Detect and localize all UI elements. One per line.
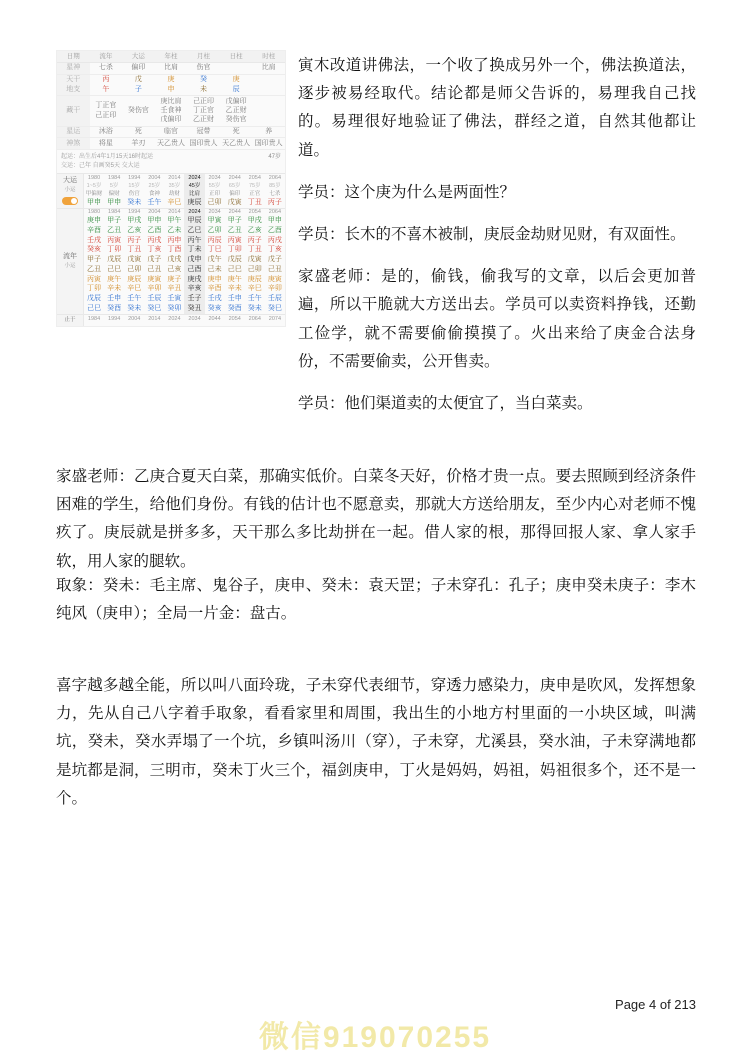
liunian-cell[interactable]: 甲戌 <box>127 217 142 225</box>
paragraph-2: 学员：这个庚为什么是两面性？ <box>298 183 516 201</box>
liunian-cell[interactable]: 丙寅 <box>107 236 122 244</box>
liunian-cell[interactable]: 戊寅 <box>247 256 262 264</box>
col-header-day-pillar: 日柱 <box>220 51 253 63</box>
liunian-cell[interactable]: 丁未 <box>184 246 204 256</box>
liunian-cell[interactable]: 辛未 <box>107 285 122 293</box>
liunian-year-head-cell: 1980 <box>87 209 101 216</box>
liunian-year-head-cell: 1984 <box>108 209 121 216</box>
canggan-item: 戊偏印 <box>225 97 247 105</box>
liunian-cell[interactable]: 甲辰 <box>184 217 204 227</box>
dayun-year-cell-selected[interactable]: 2024 <box>184 174 204 182</box>
liunian-cell[interactable]: 甲戌 <box>247 217 262 225</box>
liunian-cell[interactable]: 庚午 <box>227 275 242 283</box>
dizhi-day: 辰 <box>220 85 253 96</box>
bazi-column-headers <box>57 51 285 63</box>
liunian-row[interactable] <box>84 285 285 295</box>
liunian-cell[interactable]: 癸酉 <box>107 304 122 312</box>
shensha-item: 国印贵人 <box>254 139 283 147</box>
dayun-year-cell[interactable]: 2054 <box>248 174 261 181</box>
liunian-row[interactable] <box>84 275 285 285</box>
liunian-cell[interactable]: 辛卯 <box>267 285 282 293</box>
liunian-cell[interactable]: 丙戌 <box>267 236 282 244</box>
liunian-cell[interactable]: 戊辰 <box>87 295 102 303</box>
liunian-title: 流年 <box>63 252 77 260</box>
dayun-year-cell[interactable]: 1994 <box>128 174 141 181</box>
dayun-ganzhi-cell[interactable]: 丁丑 <box>247 198 262 206</box>
dayun-year-cell[interactable]: 1980 <box>87 174 101 181</box>
liunian-cell[interactable]: 戊申 <box>184 256 204 266</box>
jiaoyun-text: 交运：己年 自画癸5天 交大运 <box>61 163 140 170</box>
shensha-item: 天乙贵人 <box>222 139 251 147</box>
liunian-cell[interactable]: 己卯 <box>247 265 262 273</box>
dayun-year-cell[interactable]: 2014 <box>168 174 181 181</box>
tiangan-day: 庚 <box>232 75 240 83</box>
bazi-main-table <box>57 51 285 149</box>
liunian-cell[interactable]: 丙午 <box>184 236 204 246</box>
row-xingshen <box>57 63 285 74</box>
liunian-cell[interactable]: 甲申 <box>147 217 162 225</box>
liunian-cell[interactable]: 庚午 <box>107 275 122 283</box>
liunian-cell[interactable]: 丁卯 <box>227 246 242 254</box>
paragraph-8: 喜字越多越全能，所以叫八面玲珑，子未穿代表细节，穿透力感染力，庚申是吹风，发挥想象力，先从自己八字着手取象，看看家里和周围，我出生的小地方村里面的一小块区域，叫满坑，癸未，癸水弄塌了一个坑，乡镇叫汤川（穿），子未穿，尤溪县，癸水油，子未穿满地都是坑都是洞，三明市，癸未丁火三个，福剑庚申，丁火是妈妈，妈祖，妈祖很多个，还不是一个。 <box>56 677 696 807</box>
dayun-ganzhi-cell[interactable]: 辛巳 <box>167 198 182 206</box>
liunian-cell[interactable]: 丙寅 <box>87 275 102 283</box>
liunian-cell[interactable]: 壬戌 <box>207 295 222 303</box>
dayun-age-cell: 35岁 <box>168 182 181 189</box>
qiyun-note <box>57 149 285 173</box>
liunian-cell[interactable]: 癸巳 <box>267 304 282 312</box>
dayun-age-cell: 55岁 <box>208 182 221 189</box>
liunian-cell[interactable]: 丙戌 <box>147 236 162 244</box>
canggan-item: 丁正官 <box>95 102 117 110</box>
xingyun-hour: 养 <box>252 126 285 137</box>
dayun-age-cell: 25岁 <box>148 182 161 189</box>
dayun-shishen-cell: 甲偏财 <box>85 190 103 197</box>
liunian-cell[interactable]: 庚辰 <box>247 275 262 283</box>
liunian-footer-section <box>57 314 285 326</box>
canggan-item: 己正印 <box>193 97 215 105</box>
dayun-shishen-cell: 偏财 <box>108 190 120 197</box>
liunian-cell[interactable]: 癸丑 <box>184 304 204 314</box>
dizhi-year: 申 <box>155 85 188 96</box>
body-text-right-column <box>298 52 696 432</box>
liunian-row[interactable] <box>84 265 285 275</box>
footer-year-cell: 2064 <box>248 315 261 322</box>
dayun-year-cell[interactable]: 2004 <box>148 174 161 181</box>
col-header-liunian: 流年 <box>90 51 123 63</box>
liunian-cell[interactable]: 乙丑 <box>87 265 102 273</box>
liunian-cell[interactable]: 壬申 <box>227 295 242 303</box>
canggan-item: 壬食神 <box>160 107 182 115</box>
dayun-ganzhi-cell[interactable]: 壬午 <box>147 198 162 206</box>
liunian-cell[interactable]: 癸卯 <box>167 304 182 312</box>
liunian-cell[interactable]: 癸巳 <box>147 304 162 312</box>
liunian-cell[interactable]: 丁亥 <box>267 246 282 254</box>
dayun-age-cell: 85岁 <box>269 182 281 189</box>
dayun-age-cell: 1~5岁 <box>86 182 102 189</box>
canggan-item: 乙正财 <box>193 116 215 124</box>
dayun-year-cell[interactable]: 2064 <box>268 174 282 181</box>
liunian-cell[interactable]: 丁卯 <box>87 285 102 293</box>
canggan-month <box>187 95 220 126</box>
liunian-cell[interactable]: 丙寅 <box>227 236 242 244</box>
liunian-cell[interactable]: 丙子 <box>127 236 142 244</box>
liunian-cell[interactable]: 丁巳 <box>207 246 222 254</box>
liunian-cell[interactable]: 壬辰 <box>267 295 282 303</box>
shensha-month <box>187 137 220 149</box>
liunian-cell[interactable]: 己巳 <box>87 304 102 312</box>
xingyun-dayun: 死 <box>122 126 155 137</box>
dayun-shishen-cell: 食神 <box>148 190 160 197</box>
liunian-cell[interactable]: 戊戌 <box>167 256 182 264</box>
xingyun-year: 临官 <box>155 126 188 137</box>
liunian-year-head-cell: 2014 <box>168 209 181 216</box>
dayun-shishen-cell: 伤官 <box>128 190 140 197</box>
liunian-cell[interactable]: 己丑 <box>147 265 162 273</box>
dayun-shishen-cell: 正官 <box>249 190 261 197</box>
liunian-row[interactable] <box>84 256 285 266</box>
liunian-cell[interactable]: 壬辰 <box>147 295 162 303</box>
liunian-cell[interactable]: 庚寅 <box>147 275 162 283</box>
liunian-cell[interactable]: 庚申 <box>87 217 102 225</box>
bazi-chart-panel <box>56 50 286 327</box>
age-badge: 47岁 <box>268 154 281 161</box>
dayun-xiaoyun-label: 小运 <box>64 187 76 194</box>
shensha-liunian <box>90 137 123 149</box>
watermark: 微信919070255 <box>258 1021 492 1054</box>
liunian-year-head-cell: 2004 <box>148 209 161 216</box>
liunian-cell[interactable]: 辛巳 <box>127 285 142 293</box>
liunian-cell[interactable]: 乙丑 <box>107 226 122 234</box>
dayun-ganzhi-cell[interactable]: 己卯 <box>207 198 222 206</box>
liunian-cell[interactable]: 癸酉 <box>227 304 242 312</box>
liunian-year-head-cell: 2064 <box>268 209 282 216</box>
liunian-grid[interactable] <box>84 209 285 314</box>
liunian-cell[interactable]: 乙未 <box>167 226 182 234</box>
liunian-cell[interactable]: 癸亥 <box>87 246 102 254</box>
shensha-item: 将星 <box>98 139 113 147</box>
body-text-quxiang <box>56 572 696 642</box>
shensha-item: 羊刃 <box>131 139 146 147</box>
dayun-shishen-cell: 偏印 <box>229 190 241 197</box>
paragraph-4: 家盛老师：是的，偷钱，偷我写的文章，以后会更加普遍，所以干脆就大方送出去。学员可以卖资料挣钱，还勤工俭学，就不需要偷偷摸摸了。火出来给了庚金合法身份，不需要偷卖，公开售卖。 <box>298 268 696 370</box>
paragraph-3: 学员：长木的不喜木被制，庚辰金劫财见财，有双面性。 <box>298 226 686 244</box>
tiangan-year: 庚 <box>167 75 175 83</box>
canggan-item: 庚比肩 <box>160 97 182 105</box>
liunian-cell[interactable]: 庚辰 <box>127 275 142 283</box>
canggan-liunian <box>90 95 123 126</box>
dayun-year-cell[interactable]: 1984 <box>108 174 121 181</box>
row-shensha <box>57 137 285 149</box>
canggan-item: 戊偏印 <box>160 116 182 124</box>
row-label-tiangan: 天干 <box>57 74 90 85</box>
liunian-cell[interactable]: 辛卯 <box>147 285 162 293</box>
liunian-cell[interactable]: 己卯 <box>127 265 142 273</box>
liunian-cell[interactable]: 辛酉 <box>207 285 222 293</box>
liunian-cell[interactable]: 乙巳 <box>184 226 204 236</box>
liunian-cell[interactable]: 壬寅 <box>167 295 182 303</box>
dizhi-month: 未 <box>187 85 220 96</box>
footer-year-cell: 2034 <box>188 315 201 322</box>
paragraph-7: 取象：癸未：毛主席、鬼谷子，庚申、癸未：袁天罡；子未穿孔：孔子；庚申癸未庚子：李木纯风（庚申）；全局一片金：盘古。 <box>56 577 696 623</box>
tiangan-liunian: 丙 <box>102 75 110 83</box>
dayun-ganzhi-cell-selected[interactable]: 庚辰 <box>184 198 204 208</box>
liunian-cell[interactable]: 壬午 <box>247 295 262 303</box>
liunian-cell[interactable]: 丁丑 <box>247 246 262 254</box>
xingyun-day: 死 <box>220 126 253 137</box>
dayun-age-cell-selected: 45岁 <box>184 182 204 190</box>
dayun-ganzhi-cell[interactable]: 甲申 <box>107 198 122 206</box>
liunian-cell[interactable]: 乙亥 <box>247 226 262 234</box>
liunian-section <box>57 208 285 314</box>
dayun-section <box>57 173 285 207</box>
liunian-cell[interactable]: 己未 <box>207 265 222 273</box>
dayun-title: 大运 <box>63 177 77 185</box>
canggan-hour <box>252 95 285 126</box>
liunian-cell[interactable]: 己酉 <box>184 265 204 275</box>
footer-year-cell: 2044 <box>208 315 221 322</box>
qiyun-text: 起运：出生后4年1月15天16时起运 <box>61 154 154 161</box>
xingshen-hour: 比肩 <box>252 63 285 74</box>
canggan-item: 乙正财 <box>225 107 247 115</box>
paragraph-6: 家盛老师：乙庚合夏天白菜，那确实低价。白菜冬天好，价格才贵一点。要去照顾到经济条件困难的学生，给他们身份。有钱的估计也不愿意卖，那就大方送给朋友，至少内心对老师不愧疚了。庚辰就是拼多多，天干那么多比劫拼在一起。借人家的根，那得回报人家、拿人家手软，用人家的腿软。 <box>56 468 696 570</box>
liunian-cell[interactable]: 丁卯 <box>107 246 122 254</box>
xingshen-dayun: 偏印 <box>122 63 155 74</box>
dayun-age-cell: 5岁 <box>109 182 119 189</box>
liunian-cell[interactable]: 丁酉 <box>167 246 182 254</box>
xingshen-liunian: 七杀 <box>90 63 123 74</box>
liunian-cell[interactable]: 甲子 <box>107 217 122 225</box>
liunian-cell[interactable]: 庚戌 <box>184 275 204 285</box>
shensha-item: 天乙贵人 <box>156 139 185 147</box>
shensha-item: 国印贵人 <box>189 139 218 147</box>
dizhi-hour <box>252 85 285 96</box>
page-number: Page 4 of 213 <box>615 997 696 1012</box>
liunian-cell[interactable]: 乙丑 <box>227 226 242 234</box>
liunian-row[interactable] <box>84 217 285 227</box>
dayun-ganzhi-cell[interactable]: 戊寅 <box>227 198 242 206</box>
liunian-xiaoyun-label: 小运 <box>64 263 76 270</box>
liunian-year-header <box>84 209 285 217</box>
xingshen-day <box>220 63 253 74</box>
col-header-month-pillar: 月柱 <box>187 51 220 63</box>
footer-side-label: 止于 <box>57 315 84 326</box>
liunian-cell[interactable]: 庚寅 <box>267 275 282 283</box>
liunian-cell[interactable]: 戊子 <box>267 256 282 264</box>
liunian-cell[interactable]: 戊辰 <box>227 256 242 264</box>
footer-year-cell: 2054 <box>228 315 241 322</box>
dayun-year-cell[interactable]: 2044 <box>228 174 241 181</box>
liunian-cell[interactable]: 辛未 <box>227 285 242 293</box>
paragraph-5: 学员：他们渠道卖的太便宜了，当白菜卖。 <box>298 395 593 413</box>
liunian-year-head-cell: 2034 <box>208 209 221 216</box>
canggan-day <box>220 95 253 126</box>
liunian-cell[interactable]: 乙亥 <box>127 226 142 234</box>
row-dizhi <box>57 85 285 96</box>
liunian-cell[interactable]: 甲子 <box>87 256 102 264</box>
liunian-cell[interactable]: 辛丑 <box>167 285 182 293</box>
liunian-cell[interactable]: 庚子 <box>167 275 182 283</box>
liunian-cell[interactable]: 丙辰 <box>207 236 222 244</box>
dayun-shishen-cell: 劫财 <box>168 190 180 197</box>
shensha-year <box>155 137 188 149</box>
footer-year-cell: 2014 <box>148 315 161 322</box>
liunian-cell[interactable]: 甲寅 <box>207 217 222 225</box>
liunian-cell[interactable]: 己巳 <box>227 265 242 273</box>
liunian-cell[interactable]: 戊午 <box>207 256 222 264</box>
liunian-cell[interactable]: 丙申 <box>167 236 182 244</box>
col-header-dayun: 大运 <box>122 51 155 63</box>
xingyun-liunian: 沐浴 <box>90 126 123 137</box>
row-tiangan <box>57 74 285 85</box>
tiangan-month: 癸 <box>200 75 208 83</box>
liunian-year-head-cell-selected: 2024 <box>184 209 204 217</box>
dayun-shishen-row <box>84 190 285 198</box>
liunian-cell[interactable]: 己巳 <box>107 265 122 273</box>
canggan-dayun <box>122 95 155 126</box>
body-text-wrapped <box>56 463 696 590</box>
liunian-cell[interactable]: 甲午 <box>167 217 182 225</box>
canggan-year <box>155 95 188 126</box>
liunian-cell[interactable]: 乙卯 <box>207 226 222 234</box>
footer-year-cell: 2004 <box>128 315 141 322</box>
xingshen-month: 伤官 <box>187 63 220 74</box>
xingshen-year: 比肩 <box>155 63 188 74</box>
footer-year-cell: 1984 <box>87 315 101 322</box>
canggan-item: 丁正官 <box>193 107 215 115</box>
dayun-toggle[interactable] <box>62 197 78 205</box>
liunian-cell[interactable]: 辛亥 <box>184 285 204 295</box>
liunian-cell[interactable]: 壬子 <box>184 295 204 305</box>
dayun-shishen-cell: 七杀 <box>269 190 281 197</box>
dayun-ganzhi-row <box>84 198 285 208</box>
tiangan-hour <box>252 74 285 85</box>
footer-year-cell: 1994 <box>108 315 121 322</box>
liunian-row[interactable] <box>84 304 285 314</box>
dayun-grid[interactable] <box>84 174 285 207</box>
liunian-cell[interactable]: 戊辰 <box>107 256 122 264</box>
liunian-row[interactable] <box>84 226 285 236</box>
liunian-cell[interactable]: 癸未 <box>247 304 262 312</box>
liunian-footer-grid <box>84 315 285 326</box>
col-header-date: 日期 <box>57 51 90 63</box>
dayun-age-cell: 15岁 <box>128 182 141 189</box>
liunian-cell[interactable]: 乙酉 <box>147 226 162 234</box>
dayun-ganzhi-cell[interactable]: 甲申 <box>87 198 102 206</box>
shensha-day <box>220 137 253 149</box>
dayun-ganzhi-cell[interactable]: 癸未 <box>127 198 142 206</box>
row-canggan <box>57 95 285 126</box>
paragraph-1: 寅木改道讲佛法，一个收了换成另外一个，佛法换道法，逐步被易经取代。结论都是师父告诉的，易理我自己找的。易理很好地验证了佛法，群经之道，自然其他都让道。 <box>298 57 696 159</box>
liunian-cell[interactable]: 戊子 <box>147 256 162 264</box>
liunian-row[interactable] <box>84 236 285 246</box>
dayun-side-label <box>57 174 84 207</box>
liunian-cell[interactable]: 癸亥 <box>207 304 222 312</box>
liunian-cell[interactable]: 甲子 <box>227 217 242 225</box>
liunian-cell[interactable]: 丁丑 <box>127 246 142 254</box>
canggan-item: 癸伤官 <box>225 116 247 124</box>
liunian-cell[interactable]: 庚申 <box>207 275 222 283</box>
liunian-cell[interactable]: 戊寅 <box>127 256 142 264</box>
dayun-age-row <box>84 182 285 190</box>
dayun-age-cell: 75岁 <box>248 182 261 189</box>
liunian-cell[interactable]: 壬午 <box>127 295 142 303</box>
canggan-item: 己正印 <box>95 111 117 119</box>
liunian-row[interactable] <box>84 295 285 305</box>
xingyun-month: 冠带 <box>187 126 220 137</box>
shensha-dayun <box>122 137 155 149</box>
body-text-last <box>56 672 696 827</box>
liunian-year-head-cell: 2044 <box>228 209 241 216</box>
dizhi-liunian: 午 <box>90 85 123 96</box>
dizhi-dayun: 子 <box>122 85 155 96</box>
liunian-footer-years <box>84 315 285 323</box>
liunian-cell[interactable]: 己丑 <box>267 265 282 273</box>
liunian-year-head-cell: 1994 <box>128 209 141 216</box>
liunian-cell[interactable]: 乙酉 <box>267 226 282 234</box>
footer-year-cell: 2074 <box>268 315 282 322</box>
shensha-hour <box>252 137 285 149</box>
liunian-cell[interactable]: 丙子 <box>247 236 262 244</box>
liunian-year-head-cell: 2054 <box>248 209 261 216</box>
liunian-cell[interactable]: 癸未 <box>127 304 142 312</box>
dayun-ganzhi-cell[interactable]: 丙子 <box>267 198 282 206</box>
dayun-year-row <box>84 174 285 182</box>
row-label-dizhi: 地支 <box>57 85 90 96</box>
dayun-year-cell[interactable]: 2034 <box>208 174 221 181</box>
liunian-cell[interactable]: 甲申 <box>267 217 282 225</box>
row-xingyun <box>57 126 285 137</box>
liunian-cell[interactable]: 己亥 <box>167 265 182 273</box>
row-label-xingshen: 星神 <box>57 63 90 74</box>
dayun-age-cell: 65岁 <box>228 182 241 189</box>
canggan-item: 癸伤官 <box>127 107 149 115</box>
liunian-cell[interactable]: 辛巳 <box>247 285 262 293</box>
row-label-shensha: 神煞 <box>57 137 90 149</box>
footer-year-cell: 2024 <box>168 315 181 322</box>
tiangan-dayun: 戊 <box>134 75 142 83</box>
liunian-cell[interactable]: 丁亥 <box>147 246 162 254</box>
dayun-shishen-cell-selected: 比肩 <box>184 190 204 198</box>
liunian-cell[interactable]: 辛酉 <box>87 226 102 234</box>
liunian-row[interactable] <box>84 246 285 256</box>
liunian-cell[interactable]: 壬申 <box>107 295 122 303</box>
col-header-hour-pillar: 时柱 <box>252 51 285 63</box>
liunian-cell[interactable]: 壬戌 <box>87 236 102 244</box>
row-label-canggan: 藏干 <box>57 95 90 126</box>
row-label-xingyun: 星运 <box>57 126 90 137</box>
col-header-year-pillar: 年柱 <box>155 51 188 63</box>
liunian-side-label <box>57 209 84 314</box>
dayun-shishen-cell: 正印 <box>209 190 221 197</box>
